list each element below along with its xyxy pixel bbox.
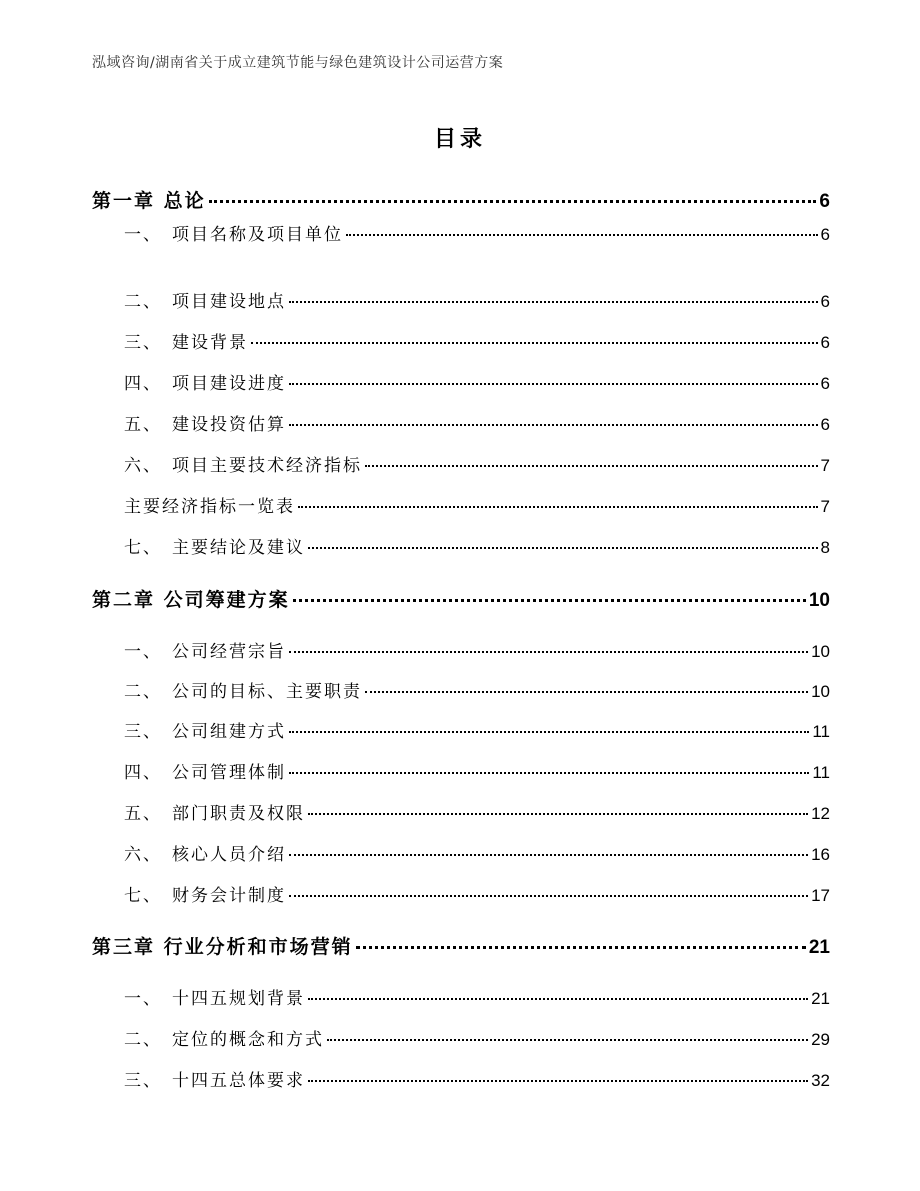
toc-entry-text: 第一章 总论 <box>92 190 206 212</box>
toc-entry-label <box>92 451 362 476</box>
toc-page-number: 7 <box>820 456 830 475</box>
toc-section-entry[interactable] <box>92 840 830 865</box>
toc-section-entry[interactable] <box>92 328 830 353</box>
toc-section-entry[interactable] <box>92 677 830 702</box>
toc-page-number: 10 <box>811 682 830 701</box>
toc-title: 目录 <box>433 127 486 152</box>
toc-section-entry[interactable] <box>92 984 830 1009</box>
dot-leader <box>209 200 817 203</box>
toc-page-number: 17 <box>811 886 830 905</box>
toc-section-entry[interactable] <box>92 637 830 662</box>
toc-page-number: 6 <box>820 415 830 434</box>
toc-entry-label <box>92 758 286 783</box>
toc-entry-label <box>92 932 353 959</box>
toc-entry-number: 三、 <box>124 333 162 353</box>
toc-entry-label <box>92 677 362 702</box>
toc-entry-number: 六、 <box>124 456 162 476</box>
toc-entry-text: 十四五规划背景 <box>172 989 305 1009</box>
toc-entry-number: 三、 <box>124 722 162 742</box>
toc-entry-text: 第二章 公司筹建方案 <box>92 589 290 611</box>
toc-entry-text: 第三章 行业分析和市场营销 <box>92 936 353 958</box>
toc-page-number: 6 <box>819 191 830 212</box>
toc-page-number: 11 <box>812 722 830 741</box>
dot-leader <box>308 547 818 549</box>
dot-leader <box>365 691 808 693</box>
dot-leader <box>346 234 818 236</box>
toc-entry-number: 五、 <box>124 804 162 824</box>
toc-entry-label <box>92 492 295 517</box>
toc-page-number: 6 <box>820 374 830 393</box>
toc-entry-number: 一、 <box>124 225 162 245</box>
toc-entry-text: 建设背景 <box>172 333 248 353</box>
toc-entry-label <box>92 369 286 394</box>
toc-page-number: 10 <box>811 642 830 661</box>
toc-section-entry[interactable] <box>92 717 830 742</box>
toc-chapter-entry[interactable] <box>92 932 830 959</box>
toc-entry-label <box>92 1066 305 1091</box>
toc-section-entry[interactable] <box>92 451 830 476</box>
toc-entry-text: 定位的概念和方式 <box>172 1030 324 1050</box>
toc-page-number: 11 <box>812 763 830 782</box>
dot-leader <box>289 383 818 385</box>
toc-entry-text: 建设投资估算 <box>172 415 286 435</box>
dot-leader <box>289 854 808 856</box>
dot-leader <box>289 895 808 897</box>
toc-page-number: 7 <box>820 497 830 516</box>
toc-page-number: 21 <box>808 937 830 958</box>
toc-entry-text: 部门职责及权限 <box>172 804 305 824</box>
toc-entry-number: 一、 <box>124 989 162 1009</box>
toc-entry-label <box>92 410 286 435</box>
toc-page-number: 12 <box>811 804 830 823</box>
toc-entry-text: 项目建设进度 <box>172 374 286 394</box>
toc-section-entry[interactable] <box>92 287 830 312</box>
toc-section-entry[interactable] <box>92 220 830 245</box>
toc-entry-text: 财务会计制度 <box>172 886 286 906</box>
toc-entry-number: 二、 <box>124 1030 162 1050</box>
toc-entry-label <box>92 533 305 558</box>
dot-leader <box>289 301 818 303</box>
toc-section-entry[interactable] <box>92 1066 830 1091</box>
toc-entry-label <box>92 717 286 742</box>
toc-section-entry[interactable] <box>92 881 830 906</box>
dot-leader <box>251 342 818 344</box>
toc-entry-number: 七、 <box>124 538 162 558</box>
running-header: 泓域咨询/湖南省关于成立建筑节能与绿色建筑设计公司运营方案 <box>92 55 504 71</box>
toc-entry-label <box>92 637 286 662</box>
toc-page-number: 8 <box>820 538 830 557</box>
toc-entry-number: 四、 <box>124 374 162 394</box>
toc-entry-text: 项目名称及项目单位 <box>172 225 343 245</box>
toc-entry-text: 公司经营宗旨 <box>172 642 286 662</box>
toc-section-entry[interactable] <box>92 1025 830 1050</box>
toc-entry-text: 核心人员介绍 <box>172 845 286 865</box>
toc-chapter-entry[interactable] <box>92 186 830 213</box>
toc-section-entry[interactable] <box>92 369 830 394</box>
toc-entry-label <box>92 984 305 1009</box>
toc-page-number: 32 <box>811 1071 830 1090</box>
toc-entry-label <box>92 881 286 906</box>
toc-entry-label <box>92 220 343 245</box>
toc-chapter-entry[interactable] <box>92 585 830 612</box>
dot-leader <box>289 424 818 426</box>
toc-section-entry[interactable] <box>92 533 830 558</box>
toc-entry-number: 三、 <box>124 1071 162 1091</box>
toc-entry-number: 四、 <box>124 763 162 783</box>
toc-section-entry[interactable] <box>92 799 830 824</box>
dot-leader <box>289 731 809 733</box>
toc-page-number: 6 <box>820 225 830 244</box>
toc-entry-label <box>92 840 286 865</box>
toc-entry-label <box>92 799 305 824</box>
dot-leader <box>289 651 808 653</box>
toc-entry-text: 公司组建方式 <box>172 722 286 742</box>
dot-leader <box>289 772 809 774</box>
dot-leader <box>308 813 808 815</box>
dot-leader <box>293 599 806 602</box>
toc-entry-text: 公司管理体制 <box>172 763 286 783</box>
dot-leader <box>308 1080 808 1082</box>
toc-page-number: 16 <box>811 845 830 864</box>
toc-page-number: 21 <box>811 989 830 1008</box>
toc-entry-label <box>92 186 206 213</box>
dot-leader <box>356 946 806 949</box>
toc-entry-number: 五、 <box>124 415 162 435</box>
toc-entry-text: 主要经济指标一览表 <box>124 497 295 517</box>
toc-page-number: 29 <box>811 1030 830 1049</box>
dot-leader <box>298 506 818 508</box>
toc-page-number: 10 <box>808 590 830 611</box>
toc-section-entry[interactable] <box>92 410 830 435</box>
toc-entry-number: 二、 <box>124 682 162 702</box>
toc-entry-label <box>92 1025 324 1050</box>
toc-entry-number: 七、 <box>124 886 162 906</box>
toc-entry-text: 主要结论及建议 <box>172 538 305 558</box>
toc-entry-label <box>92 287 286 312</box>
dot-leader <box>308 998 808 1000</box>
toc-entry-label <box>92 328 248 353</box>
toc-entry-text: 项目建设地点 <box>172 292 286 312</box>
toc-page-number: 6 <box>820 333 830 352</box>
toc-entry-number: 一、 <box>124 642 162 662</box>
toc-page-number: 6 <box>820 292 830 311</box>
toc-entry-text: 十四五总体要求 <box>172 1071 305 1091</box>
toc-section-entry[interactable] <box>92 492 830 517</box>
toc-entry-number: 六、 <box>124 845 162 865</box>
toc-entry-text: 公司的目标、主要职责 <box>172 682 362 702</box>
toc-entry-number: 二、 <box>124 292 162 312</box>
dot-leader <box>327 1039 808 1041</box>
toc-entry-label <box>92 585 290 612</box>
toc-section-entry[interactable] <box>92 758 830 783</box>
dot-leader <box>365 465 818 467</box>
toc-entry-text: 项目主要技术经济指标 <box>172 456 362 476</box>
